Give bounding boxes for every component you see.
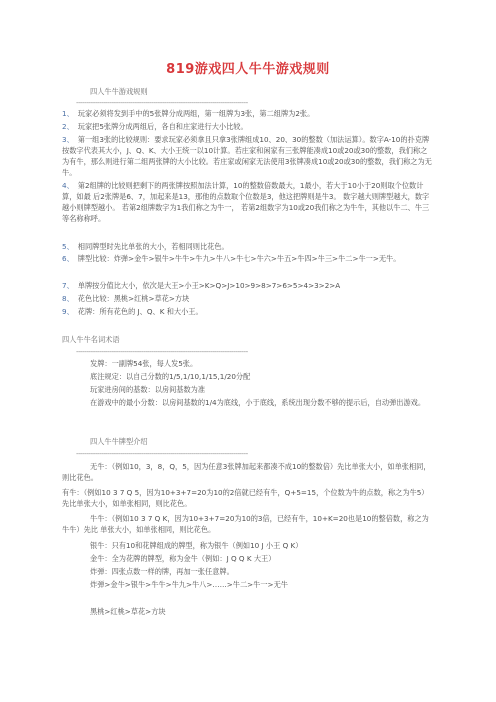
rule-item-6 <box>62 253 434 264</box>
rule-item-3 <box>62 134 434 178</box>
section-divider: ---------------------------------------------------------------------------------- <box>76 449 248 458</box>
rule-text: 花色比较：黑桃>红桃>草花>方块 <box>77 294 190 303</box>
term-line-2: 底注规定：以自己分数的1/5,1/10,1/15,1/20分配 <box>90 372 251 381</box>
hand-niu-niu: 牛牛：（例如10 3 7 Q K，因为10+3+7=20为10的3倍，已经有牛，10+K=20也是10的整倍数，称之为牛牛）先比 单张大小，如单张相同，则比花色。 <box>62 514 429 534</box>
rule-text: 相同牌型时先比单张的大小，若相同则比花色。 <box>77 242 229 251</box>
rule-item-5 <box>62 241 229 252</box>
rule-text: 单牌按分值比大小，依次是大王>小王>K>Q>J>10>9>8>7>6>5>4>3>2>A <box>77 281 341 290</box>
rule-text: 第2组牌的比较则把剩下的两张牌按照加法计算，10的整数倍数最大，1最小，若大于10小于20则取个位数计算，如最 后2张牌是6、7，加起来是13，那他的点数取个位数是3，他这把牌则是牛3。 数字越大则牌型越大，数字越小则牌型越小。 若第2组牌数字为1我们称之为牛一， 若第2组数字为10或20我们称之为牛牛，其他以牛二、牛三等名称称呼。 <box>62 181 430 223</box>
page-title: 819游戏四人牛牛游戏规则 <box>166 62 330 77</box>
rule-item-7 <box>62 280 340 291</box>
section-divider: ---------------------------------------------------------------------------------- <box>76 98 248 107</box>
term-line-3: 玩家进房间的基数：以房间基数为准 <box>90 385 206 394</box>
section-heading-terms: 四人牛牛名词术语 <box>62 335 120 344</box>
hand-bomb: 炸弹：四张点数一样的牌，再加一张任意牌。 <box>90 567 234 576</box>
rule-text: 第一组3张的比较规则：要求玩家必须拿且只拿3张牌组成10、20、30的整数（加法运算）。数字A-10的扑克牌按数字代表其大小，J、Q、K、大小王统一以10计算。若庄家和闲家有三张牌能凑成10或20或30的整数，我们称之为有牛，那么则进行第二组两张牌的大小比较。若庄家或闲家无法使用3张牌凑成10或20或30的整数，我们称之为无牛。 <box>62 135 432 177</box>
rule-number: 8、 <box>62 294 74 303</box>
rule-text: 牌型比较：炸弹>金牛>银牛>牛牛>牛九>牛八>牛七>牛六>牛五>牛四>牛三>牛二>牛一>无牛。 <box>77 254 401 263</box>
hand-gold-niu: 金牛：全为花牌的牌型，称为金牛（例如：J Q Q K 大王） <box>90 554 276 563</box>
rule-item-2 <box>62 121 248 132</box>
hand-silver-niu: 银牛：只有10和花牌组成的牌型，称为银牛（例如10 J 小王 Q K） <box>90 541 303 550</box>
section-divider: ---------------------------------------------------------------------------------- <box>76 347 248 356</box>
rule-number: 1、 <box>62 109 74 118</box>
rule-text: 玩家把5张牌分成两组后，各自和庄家进行大小比较。 <box>77 122 248 131</box>
rule-number: 4、 <box>62 181 74 190</box>
rule-number: 3、 <box>62 135 74 144</box>
rule-item-1 <box>62 108 314 119</box>
rule-number: 5、 <box>62 242 74 251</box>
rule-item-9 <box>62 306 203 317</box>
hand-no-niu: 无牛：（例如10，3，8，Q，5，因为任意3张牌加起来都凑不成10的整数倍）先比单张大小，如单张相同，则比花色。 <box>62 462 431 482</box>
section-heading-rules: 四人牛牛游戏规则 <box>90 87 148 96</box>
term-line-4: 在游戏中的最小分数：以房间基数的1/4为底线，小于底线，系统出现分数不够的提示后，自动弹出游戏。 <box>90 398 426 407</box>
rule-number: 6、 <box>62 254 74 263</box>
rule-number: 2、 <box>62 122 74 131</box>
term-line-1: 发牌：一副牌54张，每人发5张。 <box>90 359 198 368</box>
rule-number: 9、 <box>62 307 74 316</box>
rule-item-8 <box>62 293 189 304</box>
section-heading-hands: 四人牛牛牌型介绍 <box>90 437 148 446</box>
rule-item-4 <box>62 180 434 224</box>
suit-ranking: 黑桃>红桃>草花>方块 <box>90 607 166 616</box>
rule-text: 花牌：所有花色的 J、Q、K 和大小王。 <box>77 307 203 316</box>
hand-you-niu: 有牛：（例如10 3 7 Q 5，因为10+3+7=20为10的2倍就已经有牛，Q+5=15，个位数为牛的点数，称之为牛5）先比单张大小，如单张相同，则比花色。 <box>62 488 429 508</box>
rule-number: 7、 <box>62 281 74 290</box>
hand-ranking: 炸弹>金牛>银牛>牛牛>牛九>牛八>……>牛二>牛一>无牛 <box>90 580 288 589</box>
rule-text: 玩家必须将发到手中的5张牌分成两组，第一组牌为3张，第二组牌为2张。 <box>77 109 315 118</box>
